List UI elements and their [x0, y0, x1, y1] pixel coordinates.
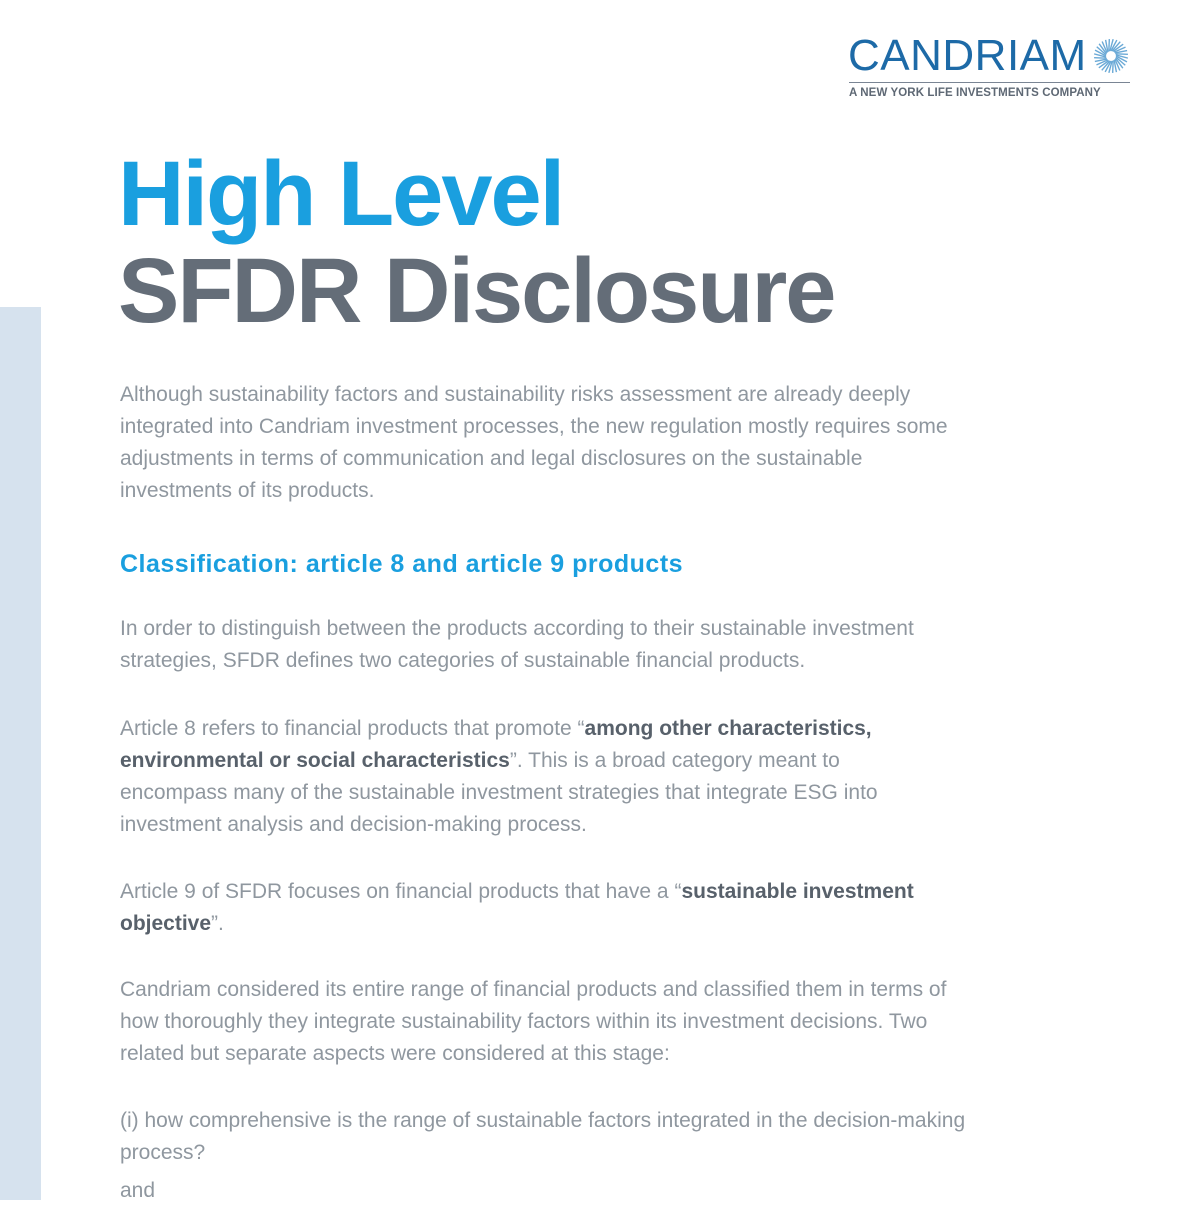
logo-divider [849, 82, 1130, 83]
article-8-paragraph: Article 8 refers to financial products that promote “among other characteristics, environmental or social characteristics”. This is a broad category meant to encompass many of the sustainable investment strategies that integrate ESG into investment analysis and decision-making process. [120, 713, 950, 841]
candriam-starburst-icon [1093, 38, 1129, 74]
logo-tagline: A NEW YORK LIFE INVESTMENTS COMPANY [849, 87, 1132, 99]
classification-paragraph: In order to distinguish between the products according to their sustainable investment strategies, SFDR defines two categories of sustainable financial products. [120, 613, 990, 677]
candriam-logo [848, 34, 1132, 104]
logo-wordmark: CANDRIAM [848, 34, 1087, 78]
page-title-line-2: SFDR Disclosure [118, 245, 834, 337]
product-review-paragraph: Candriam considered its entire range of financial products and classified them in terms of how thoroughly they integrate sustainability factors within its investment decisions. Two related but separate aspects were considered at this stage: [120, 974, 990, 1070]
aspect-one-paragraph: (i) how comprehensive is the range of sustainable factors integrated in the decision-making process? [120, 1105, 970, 1169]
intro-paragraph: Although sustainability factors and sustainability risks assessment are already deeply integrated into Candriam investment processes, the new regulation mostly requires some adjustments in terms of communication and legal disclosures on the sustainable investments of its products. [120, 379, 970, 507]
section-heading: Classification: article 8 and article 9 products [120, 547, 683, 581]
article-9-paragraph: Article 9 of SFDR focuses on financial products that have a “sustainable investment objective”. [120, 876, 980, 940]
article-9-emphasis: sustainable investment objective [120, 880, 914, 935]
article-8-emphasis: among other characteristics, environmental or social characteristics [120, 717, 872, 772]
and-connector: and [120, 1175, 980, 1207]
side-accent-bar [0, 307, 41, 1200]
page-title-line-1: High Level [118, 148, 563, 240]
